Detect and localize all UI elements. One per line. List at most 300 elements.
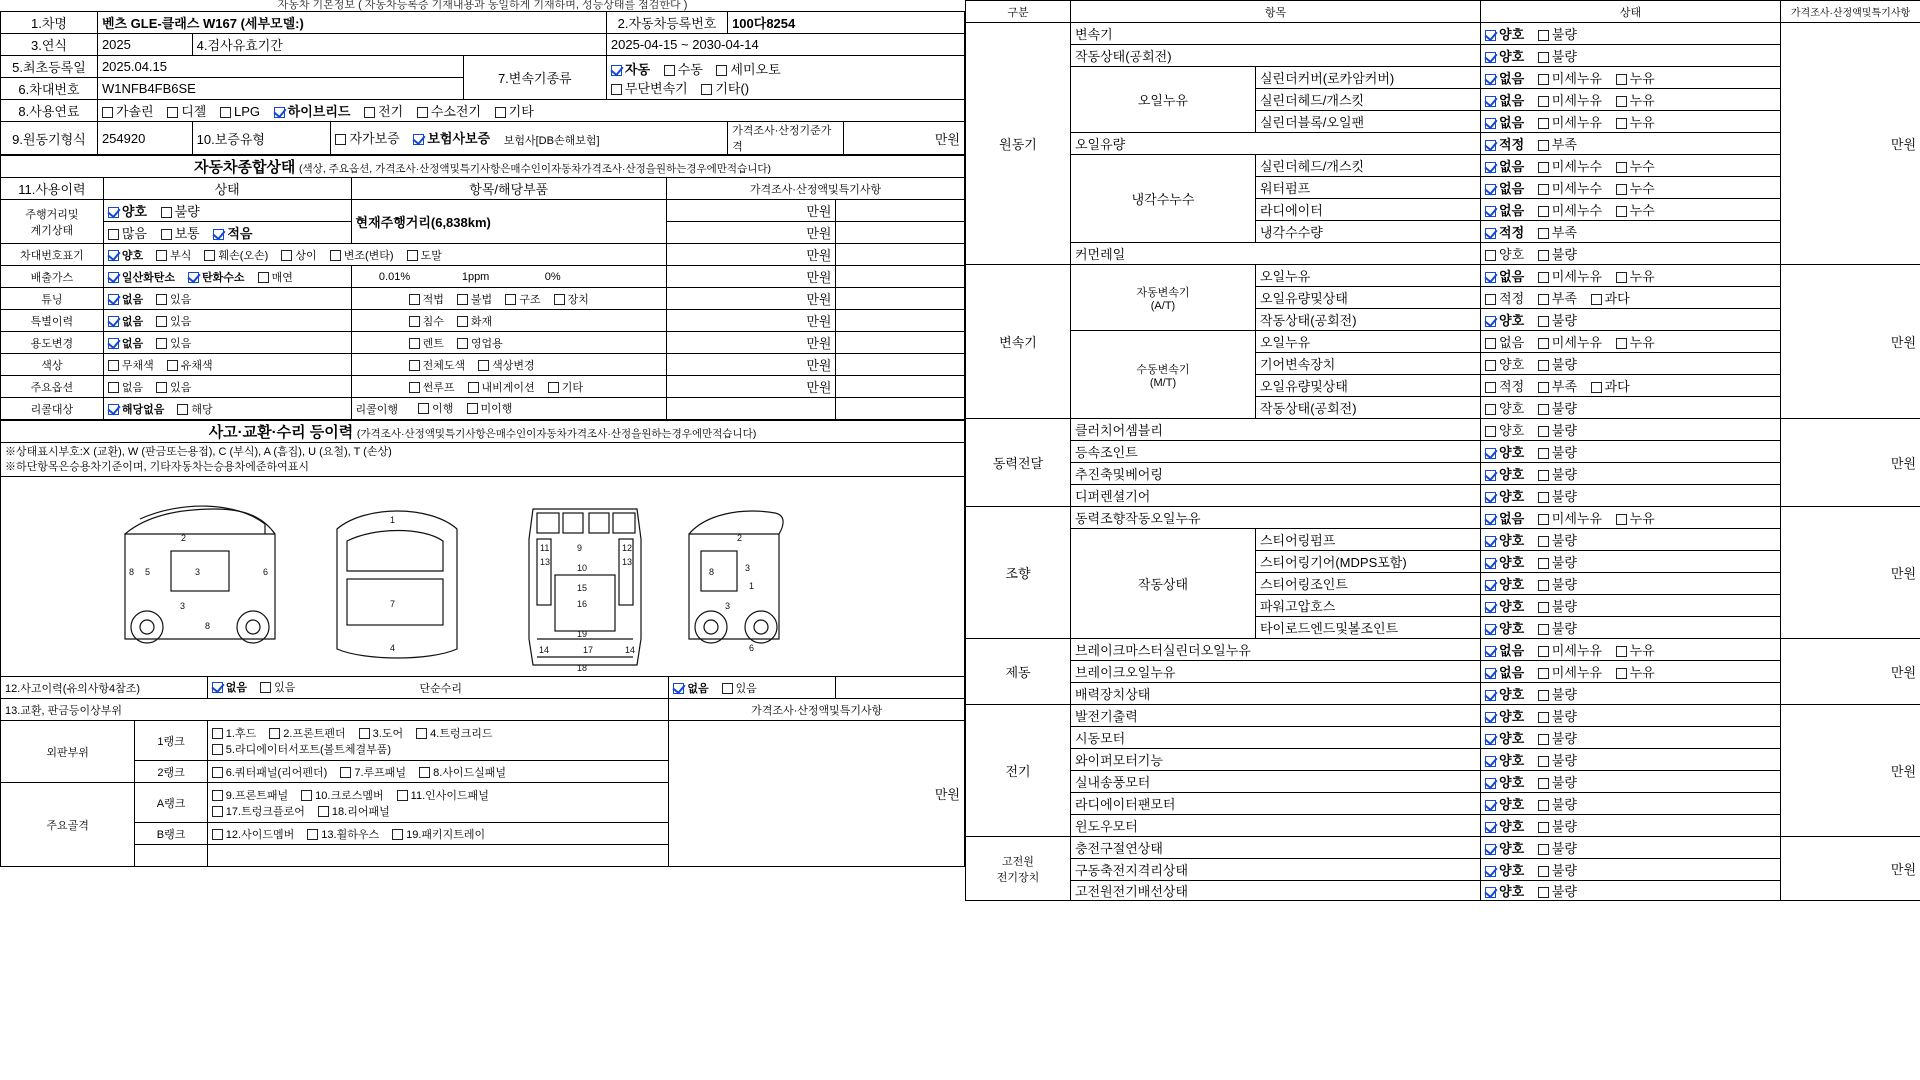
checkbox-icon[interactable] bbox=[409, 338, 420, 349]
opt-vin-erased[interactable]: 도말 bbox=[407, 247, 442, 263]
opt-bad[interactable]: 불량 bbox=[1538, 750, 1577, 769]
opt-front-fender[interactable]: 2.프론트펜더 bbox=[269, 725, 345, 741]
opt-excessive[interactable]: 과다 bbox=[1591, 288, 1630, 307]
opt-leak[interactable]: 누수 bbox=[1616, 178, 1655, 197]
checkbox-icon[interactable] bbox=[156, 250, 167, 261]
checkbox-icon[interactable] bbox=[548, 382, 559, 393]
opt-bad[interactable]: 불량 bbox=[1538, 838, 1577, 857]
opt-insufficient[interactable]: 부족 bbox=[1538, 288, 1577, 307]
checkbox-icon[interactable] bbox=[335, 134, 346, 145]
opt-special-yes[interactable]: 있음 bbox=[156, 313, 191, 329]
opt-good[interactable]: 양호 bbox=[1485, 838, 1524, 857]
checkbox-icon[interactable] bbox=[156, 382, 167, 393]
checkbox-icon[interactable] bbox=[1538, 118, 1549, 129]
checkbox-icon[interactable] bbox=[307, 829, 318, 840]
opt-minor-leak[interactable]: 미세누유 bbox=[1538, 68, 1602, 87]
opt-bad[interactable]: 불량 bbox=[1538, 46, 1577, 65]
checkbox-icon[interactable] bbox=[1485, 712, 1496, 723]
opt-leak[interactable]: 누유 bbox=[1616, 68, 1655, 87]
checkbox-icon[interactable] bbox=[1538, 844, 1549, 855]
checkbox-icon[interactable] bbox=[1485, 140, 1496, 151]
checkbox-icon[interactable] bbox=[108, 229, 119, 240]
opt-good[interactable]: 양호 bbox=[1485, 442, 1524, 461]
opt-vin-different[interactable]: 상이 bbox=[281, 247, 316, 263]
checkbox-icon[interactable] bbox=[1485, 118, 1496, 129]
opt-mileage-few[interactable]: 적음 bbox=[213, 223, 252, 242]
opt-leak[interactable]: 누수 bbox=[1616, 156, 1655, 175]
checkbox-icon[interactable] bbox=[108, 404, 119, 415]
checkbox-icon[interactable] bbox=[1485, 74, 1496, 85]
checkbox-icon[interactable] bbox=[156, 316, 167, 327]
checkbox-icon[interactable] bbox=[212, 682, 223, 693]
checkbox-icon[interactable] bbox=[108, 272, 119, 283]
opt-tuning-structure[interactable]: 구조 bbox=[505, 291, 540, 307]
opt-bad[interactable]: 불량 bbox=[1538, 310, 1577, 329]
opt-minor-leak[interactable]: 미세누수 bbox=[1538, 178, 1602, 197]
checkbox-icon[interactable] bbox=[108, 250, 119, 261]
checkbox-icon[interactable] bbox=[1616, 74, 1627, 85]
opt-side-member[interactable]: 12.사이드멤버 bbox=[212, 826, 294, 842]
opt-good[interactable]: 양호 bbox=[1485, 684, 1524, 703]
opt-fuel-electric[interactable]: 전기 bbox=[364, 101, 403, 120]
checkbox-icon[interactable] bbox=[108, 338, 119, 349]
checkbox-icon[interactable] bbox=[1538, 887, 1549, 898]
opt-quarter-panel[interactable]: 6.쿼터패널(리어펜더) bbox=[212, 764, 328, 780]
checkbox-icon[interactable] bbox=[1485, 646, 1496, 657]
opt-good[interactable]: 양호 bbox=[1485, 574, 1524, 593]
opt-fuel-gasoline[interactable]: 가솔린 bbox=[102, 101, 154, 120]
checkbox-icon[interactable] bbox=[457, 316, 468, 327]
checkbox-icon[interactable] bbox=[1538, 426, 1549, 437]
opt-warranty-self[interactable]: 자가보증 bbox=[335, 128, 399, 147]
checkbox-icon[interactable] bbox=[1485, 272, 1496, 283]
checkbox-icon[interactable] bbox=[260, 682, 271, 693]
checkbox-icon[interactable] bbox=[673, 683, 684, 694]
checkbox-icon[interactable] bbox=[1616, 162, 1627, 173]
checkbox-icon[interactable] bbox=[392, 829, 403, 840]
opt-usechange-business[interactable]: 영업용 bbox=[457, 335, 503, 351]
opt-trans-cvt[interactable]: 무단변속기 bbox=[611, 78, 688, 97]
opt-bad[interactable]: 불량 bbox=[1538, 464, 1577, 483]
opt-good[interactable]: 양호 bbox=[1485, 420, 1524, 439]
opt-none[interactable]: 없음 bbox=[1485, 68, 1524, 87]
checkbox-icon[interactable] bbox=[1538, 778, 1549, 789]
opt-fuel-hybrid[interactable]: 하이브리드 bbox=[274, 101, 351, 120]
checkbox-icon[interactable] bbox=[416, 728, 427, 739]
opt-proper[interactable]: 적정 bbox=[1485, 222, 1524, 241]
opt-wheel-house[interactable]: 13.휠하우스 bbox=[307, 826, 379, 842]
checkbox-icon[interactable] bbox=[1485, 887, 1496, 898]
opt-proper[interactable]: 적정 bbox=[1485, 376, 1524, 395]
opt-good[interactable]: 양호 bbox=[1485, 398, 1524, 417]
checkbox-icon[interactable] bbox=[1616, 184, 1627, 195]
checkbox-icon[interactable] bbox=[1538, 470, 1549, 481]
checkbox-icon[interactable] bbox=[1538, 646, 1549, 657]
opt-good[interactable]: 양호 bbox=[1485, 772, 1524, 791]
checkbox-icon[interactable] bbox=[212, 728, 223, 739]
opt-simple-yes[interactable]: 있음 bbox=[722, 680, 757, 696]
opt-none[interactable]: 없음 bbox=[1485, 640, 1524, 659]
opt-leak[interactable]: 누유 bbox=[1616, 662, 1655, 681]
opt-recall-na[interactable]: 해당없음 bbox=[108, 401, 165, 417]
opt-mileage-normal[interactable]: 보통 bbox=[161, 223, 200, 242]
opt-simple-none[interactable]: 없음 bbox=[673, 680, 708, 696]
checkbox-icon[interactable] bbox=[1485, 580, 1496, 591]
checkbox-icon[interactable] bbox=[108, 316, 119, 327]
opt-minor-leak[interactable]: 미세누유 bbox=[1538, 662, 1602, 681]
opt-bad[interactable]: 불량 bbox=[1538, 398, 1577, 417]
opt-special-fire[interactable]: 화재 bbox=[457, 313, 492, 329]
checkbox-icon[interactable] bbox=[1485, 734, 1496, 745]
opt-good[interactable]: 양호 bbox=[1485, 464, 1524, 483]
opt-bad[interactable]: 불량 bbox=[1538, 24, 1577, 43]
checkbox-icon[interactable] bbox=[664, 65, 675, 76]
opt-color-fullpaint[interactable]: 전체도색 bbox=[409, 357, 466, 373]
checkbox-icon[interactable] bbox=[722, 683, 733, 694]
opt-good[interactable]: 양호 bbox=[1485, 552, 1524, 571]
opt-fuel-etc[interactable]: 기타 bbox=[495, 101, 534, 120]
opt-tuning-device[interactable]: 장치 bbox=[554, 291, 589, 307]
opt-good[interactable]: 양호 bbox=[1485, 244, 1524, 263]
checkbox-icon[interactable] bbox=[495, 107, 506, 118]
checkbox-icon[interactable] bbox=[1538, 734, 1549, 745]
opt-accident-none[interactable]: 없음 bbox=[212, 679, 247, 695]
checkbox-icon[interactable] bbox=[1485, 844, 1496, 855]
opt-front-panel[interactable]: 9.프론트패널 bbox=[212, 787, 288, 803]
opt-options-navigation[interactable]: 내비게이션 bbox=[468, 379, 535, 395]
checkbox-icon[interactable] bbox=[318, 806, 329, 817]
checkbox-icon[interactable] bbox=[177, 404, 188, 415]
checkbox-icon[interactable] bbox=[1485, 602, 1496, 613]
checkbox-icon[interactable] bbox=[1538, 404, 1549, 415]
checkbox-icon[interactable] bbox=[1591, 294, 1602, 305]
checkbox-icon[interactable] bbox=[468, 382, 479, 393]
checkbox-icon[interactable] bbox=[1485, 866, 1496, 877]
checkbox-icon[interactable] bbox=[1616, 338, 1627, 349]
checkbox-icon[interactable] bbox=[1485, 96, 1496, 107]
checkbox-icon[interactable] bbox=[1538, 382, 1549, 393]
checkbox-icon[interactable] bbox=[1485, 206, 1496, 217]
checkbox-icon[interactable] bbox=[1485, 514, 1496, 525]
checkbox-icon[interactable] bbox=[397, 790, 408, 801]
checkbox-icon[interactable] bbox=[1538, 272, 1549, 283]
checkbox-icon[interactable] bbox=[1538, 294, 1549, 305]
checkbox-icon[interactable] bbox=[457, 294, 468, 305]
opt-proper[interactable]: 적정 bbox=[1485, 288, 1524, 307]
checkbox-icon[interactable] bbox=[1538, 668, 1549, 679]
checkbox-icon[interactable] bbox=[340, 767, 351, 778]
opt-minor-leak[interactable]: 미세누수 bbox=[1538, 200, 1602, 219]
opt-emission-hc[interactable]: 탄화수소 bbox=[188, 269, 245, 285]
opt-none[interactable]: 없음 bbox=[1485, 90, 1524, 109]
opt-minor-leak[interactable]: 미세누유 bbox=[1538, 112, 1602, 131]
checkbox-icon[interactable] bbox=[188, 272, 199, 283]
opt-trunk-lid[interactable]: 4.트렁크리드 bbox=[416, 725, 492, 741]
opt-good[interactable]: 양호 bbox=[1485, 596, 1524, 615]
opt-roof-panel[interactable]: 7.루프패널 bbox=[340, 764, 406, 780]
opt-minor-leak[interactable]: 미세누유 bbox=[1538, 508, 1602, 527]
checkbox-icon[interactable] bbox=[1616, 514, 1627, 525]
opt-leak[interactable]: 누유 bbox=[1616, 508, 1655, 527]
opt-good[interactable]: 양호 bbox=[1485, 618, 1524, 637]
opt-options-yes[interactable]: 있음 bbox=[156, 379, 191, 395]
opt-good[interactable]: 양호 bbox=[1485, 354, 1524, 373]
opt-rear-panel[interactable]: 18.리어패널 bbox=[318, 803, 390, 819]
opt-bad[interactable]: 불량 bbox=[1538, 420, 1577, 439]
checkbox-icon[interactable] bbox=[1538, 74, 1549, 85]
checkbox-icon[interactable] bbox=[1485, 558, 1496, 569]
checkbox-icon[interactable] bbox=[554, 294, 565, 305]
checkbox-icon[interactable] bbox=[1485, 668, 1496, 679]
checkbox-icon[interactable] bbox=[1538, 624, 1549, 635]
checkbox-icon[interactable] bbox=[1485, 228, 1496, 239]
opt-minor-leak[interactable]: 미세누유 bbox=[1538, 266, 1602, 285]
opt-bad[interactable]: 불량 bbox=[1538, 552, 1577, 571]
checkbox-icon[interactable] bbox=[1485, 30, 1496, 41]
opt-mileage-good[interactable]: 양호 bbox=[108, 201, 147, 220]
opt-bad[interactable]: 불량 bbox=[1538, 881, 1577, 900]
checkbox-icon[interactable] bbox=[1485, 448, 1496, 459]
checkbox-icon[interactable] bbox=[269, 728, 280, 739]
opt-tuning-none[interactable]: 없음 bbox=[108, 291, 143, 307]
opt-good[interactable]: 양호 bbox=[1485, 46, 1524, 65]
opt-leak[interactable]: 누유 bbox=[1616, 640, 1655, 659]
opt-none[interactable]: 없음 bbox=[1485, 156, 1524, 175]
opt-options-etc[interactable]: 기타 bbox=[548, 379, 583, 395]
checkbox-icon[interactable] bbox=[1485, 382, 1496, 393]
checkbox-icon[interactable] bbox=[213, 229, 224, 240]
checkbox-icon[interactable] bbox=[1616, 646, 1627, 657]
opt-good[interactable]: 양호 bbox=[1485, 310, 1524, 329]
opt-trans-semiauto[interactable]: 세미오토 bbox=[716, 59, 780, 78]
opt-none[interactable]: 없음 bbox=[1485, 200, 1524, 219]
checkbox-icon[interactable] bbox=[102, 107, 113, 118]
opt-leak[interactable]: 누유 bbox=[1616, 112, 1655, 131]
opt-vin-good[interactable]: 양호 bbox=[108, 247, 143, 263]
opt-emission-co[interactable]: 일산화탄소 bbox=[108, 269, 175, 285]
checkbox-icon[interactable] bbox=[1485, 294, 1496, 305]
checkbox-icon[interactable] bbox=[212, 790, 223, 801]
opt-good[interactable]: 양호 bbox=[1485, 706, 1524, 725]
checkbox-icon[interactable] bbox=[1616, 668, 1627, 679]
checkbox-icon[interactable] bbox=[1485, 624, 1496, 635]
opt-mileage-many[interactable]: 많음 bbox=[108, 223, 147, 242]
checkbox-icon[interactable] bbox=[108, 294, 119, 305]
opt-trans-auto[interactable]: 자동 bbox=[611, 59, 650, 78]
opt-inside-panel[interactable]: 11.인사이드패널 bbox=[397, 787, 489, 803]
opt-accident-yes[interactable]: 있음 bbox=[260, 679, 295, 695]
checkbox-icon[interactable] bbox=[330, 250, 341, 261]
checkbox-icon[interactable] bbox=[1485, 426, 1496, 437]
checkbox-icon[interactable] bbox=[467, 403, 478, 414]
checkbox-icon[interactable] bbox=[1538, 140, 1549, 151]
checkbox-icon[interactable] bbox=[1485, 316, 1496, 327]
opt-bad[interactable]: 불량 bbox=[1538, 794, 1577, 813]
checkbox-icon[interactable] bbox=[413, 134, 424, 145]
checkbox-icon[interactable] bbox=[1538, 800, 1549, 811]
checkbox-icon[interactable] bbox=[359, 728, 370, 739]
checkbox-icon[interactable] bbox=[1616, 206, 1627, 217]
opt-excessive[interactable]: 과다 bbox=[1591, 376, 1630, 395]
checkbox-icon[interactable] bbox=[1538, 822, 1549, 833]
opt-options-none[interactable]: 없음 bbox=[108, 379, 143, 395]
checkbox-icon[interactable] bbox=[1538, 30, 1549, 41]
checkbox-icon[interactable] bbox=[1485, 822, 1496, 833]
checkbox-icon[interactable] bbox=[1538, 52, 1549, 63]
checkbox-icon[interactable] bbox=[1538, 184, 1549, 195]
checkbox-icon[interactable] bbox=[418, 403, 429, 414]
checkbox-icon[interactable] bbox=[108, 360, 119, 371]
opt-trans-manual[interactable]: 수동 bbox=[664, 59, 703, 78]
opt-insufficient[interactable]: 부족 bbox=[1538, 376, 1577, 395]
opt-color-changed[interactable]: 색상변경 bbox=[478, 357, 535, 373]
checkbox-icon[interactable] bbox=[212, 767, 223, 778]
checkbox-icon[interactable] bbox=[1538, 690, 1549, 701]
opt-trans-etc[interactable]: 기타() bbox=[701, 78, 749, 97]
opt-good[interactable]: 양호 bbox=[1485, 794, 1524, 813]
opt-good[interactable]: 양호 bbox=[1485, 860, 1524, 879]
checkbox-icon[interactable] bbox=[1485, 778, 1496, 789]
checkbox-icon[interactable] bbox=[1538, 96, 1549, 107]
opt-vin-damaged[interactable]: 훼손(오손) bbox=[204, 247, 268, 263]
opt-insufficient[interactable]: 부족 bbox=[1538, 222, 1577, 241]
opt-minor-leak[interactable]: 미세누유 bbox=[1538, 332, 1602, 351]
checkbox-icon[interactable] bbox=[1538, 492, 1549, 503]
opt-good[interactable]: 양호 bbox=[1485, 728, 1524, 747]
checkbox-icon[interactable] bbox=[1616, 118, 1627, 129]
opt-bad[interactable]: 불량 bbox=[1538, 860, 1577, 879]
opt-fuel-lpg[interactable]: LPG bbox=[220, 104, 260, 120]
opt-leak[interactable]: 누유 bbox=[1616, 266, 1655, 285]
checkbox-icon[interactable] bbox=[1538, 514, 1549, 525]
opt-vin-altered[interactable]: 변조(변타) bbox=[330, 247, 394, 263]
checkbox-icon[interactable] bbox=[1538, 580, 1549, 591]
checkbox-icon[interactable] bbox=[212, 744, 223, 755]
checkbox-icon[interactable] bbox=[156, 338, 167, 349]
opt-tuning-legal[interactable]: 적법 bbox=[409, 291, 444, 307]
opt-good[interactable]: 양호 bbox=[1485, 24, 1524, 43]
opt-bad[interactable]: 불량 bbox=[1538, 618, 1577, 637]
opt-bad[interactable]: 불량 bbox=[1538, 486, 1577, 505]
checkbox-icon[interactable] bbox=[1538, 448, 1549, 459]
checkbox-icon[interactable] bbox=[1538, 866, 1549, 877]
checkbox-icon[interactable] bbox=[505, 294, 516, 305]
checkbox-icon[interactable] bbox=[220, 107, 231, 118]
checkbox-icon[interactable] bbox=[1616, 272, 1627, 283]
opt-warranty-insurer[interactable]: 보험사보증 bbox=[413, 128, 490, 147]
checkbox-icon[interactable] bbox=[364, 107, 375, 118]
opt-color-chromatic[interactable]: 유채색 bbox=[167, 357, 213, 373]
checkbox-icon[interactable] bbox=[1591, 382, 1602, 393]
checkbox-icon[interactable] bbox=[409, 316, 420, 327]
opt-bad[interactable]: 불량 bbox=[1538, 684, 1577, 703]
checkbox-icon[interactable] bbox=[212, 829, 223, 840]
opt-bad[interactable]: 불량 bbox=[1538, 772, 1577, 791]
opt-radiator-support[interactable]: 5.라디에이터서포트(볼트체결부품) bbox=[212, 741, 391, 757]
checkbox-icon[interactable] bbox=[167, 107, 178, 118]
checkbox-icon[interactable] bbox=[1616, 96, 1627, 107]
opt-minor-leak[interactable]: 미세누유 bbox=[1538, 90, 1602, 109]
checkbox-icon[interactable] bbox=[419, 767, 430, 778]
opt-recall-done[interactable]: 이행 bbox=[418, 400, 453, 416]
opt-bad[interactable]: 불량 bbox=[1538, 706, 1577, 725]
checkbox-icon[interactable] bbox=[1485, 756, 1496, 767]
opt-usechange-rent[interactable]: 렌트 bbox=[409, 335, 444, 351]
checkbox-icon[interactable] bbox=[281, 250, 292, 261]
opt-mileage-bad[interactable]: 불량 bbox=[161, 201, 200, 220]
opt-bad[interactable]: 불량 bbox=[1538, 442, 1577, 461]
checkbox-icon[interactable] bbox=[258, 272, 269, 283]
opt-fuel-hydrogen[interactable]: 수소전기 bbox=[417, 101, 481, 120]
opt-none[interactable]: 없음 bbox=[1485, 332, 1524, 351]
checkbox-icon[interactable] bbox=[407, 250, 418, 261]
checkbox-icon[interactable] bbox=[161, 229, 172, 240]
checkbox-icon[interactable] bbox=[156, 294, 167, 305]
opt-fuel-diesel[interactable]: 디젤 bbox=[167, 101, 206, 120]
opt-bad[interactable]: 불량 bbox=[1538, 816, 1577, 835]
opt-none[interactable]: 없음 bbox=[1485, 508, 1524, 527]
checkbox-icon[interactable] bbox=[1485, 162, 1496, 173]
opt-insufficient[interactable]: 부족 bbox=[1538, 134, 1577, 153]
opt-recall-notdone[interactable]: 미이행 bbox=[467, 400, 513, 416]
opt-good[interactable]: 양호 bbox=[1485, 881, 1524, 900]
checkbox-icon[interactable] bbox=[1485, 52, 1496, 63]
checkbox-icon[interactable] bbox=[212, 806, 223, 817]
checkbox-icon[interactable] bbox=[1538, 250, 1549, 261]
opt-tuning-illegal[interactable]: 불법 bbox=[457, 291, 492, 307]
opt-proper[interactable]: 적정 bbox=[1485, 134, 1524, 153]
opt-good[interactable]: 양호 bbox=[1485, 750, 1524, 769]
opt-bad[interactable]: 불량 bbox=[1538, 728, 1577, 747]
checkbox-icon[interactable] bbox=[301, 790, 312, 801]
opt-usechange-none[interactable]: 없음 bbox=[108, 335, 143, 351]
opt-leak[interactable]: 누유 bbox=[1616, 90, 1655, 109]
checkbox-icon[interactable] bbox=[611, 65, 622, 76]
checkbox-icon[interactable] bbox=[409, 360, 420, 371]
checkbox-icon[interactable] bbox=[1485, 536, 1496, 547]
checkbox-icon[interactable] bbox=[1538, 360, 1549, 371]
checkbox-icon[interactable] bbox=[1538, 162, 1549, 173]
opt-bad[interactable]: 불량 bbox=[1538, 530, 1577, 549]
checkbox-icon[interactable] bbox=[1538, 228, 1549, 239]
checkbox-icon[interactable] bbox=[274, 107, 285, 118]
checkbox-icon[interactable] bbox=[204, 250, 215, 261]
checkbox-icon[interactable] bbox=[1485, 338, 1496, 349]
opt-door[interactable]: 3.도어 bbox=[359, 725, 403, 741]
checkbox-icon[interactable] bbox=[1485, 800, 1496, 811]
checkbox-icon[interactable] bbox=[478, 360, 489, 371]
checkbox-icon[interactable] bbox=[1538, 316, 1549, 327]
opt-hood[interactable]: 1.후드 bbox=[212, 725, 256, 741]
opt-none[interactable]: 없음 bbox=[1485, 266, 1524, 285]
opt-tuning-yes[interactable]: 있음 bbox=[156, 291, 191, 307]
opt-good[interactable]: 양호 bbox=[1485, 530, 1524, 549]
opt-emission-smoke[interactable]: 매연 bbox=[258, 269, 293, 285]
opt-good[interactable]: 양호 bbox=[1485, 816, 1524, 835]
checkbox-icon[interactable] bbox=[409, 382, 420, 393]
opt-minor-leak[interactable]: 미세누유 bbox=[1538, 640, 1602, 659]
checkbox-icon[interactable] bbox=[1485, 492, 1496, 503]
checkbox-icon[interactable] bbox=[1485, 184, 1496, 195]
opt-cross-member[interactable]: 10.크로스멤버 bbox=[301, 787, 383, 803]
checkbox-icon[interactable] bbox=[1485, 404, 1496, 415]
opt-none[interactable]: 없음 bbox=[1485, 112, 1524, 131]
checkbox-icon[interactable] bbox=[701, 84, 712, 95]
opt-usechange-yes[interactable]: 있음 bbox=[156, 335, 191, 351]
checkbox-icon[interactable] bbox=[108, 207, 119, 218]
checkbox-icon[interactable] bbox=[1538, 536, 1549, 547]
opt-good[interactable]: 양호 bbox=[1485, 486, 1524, 505]
